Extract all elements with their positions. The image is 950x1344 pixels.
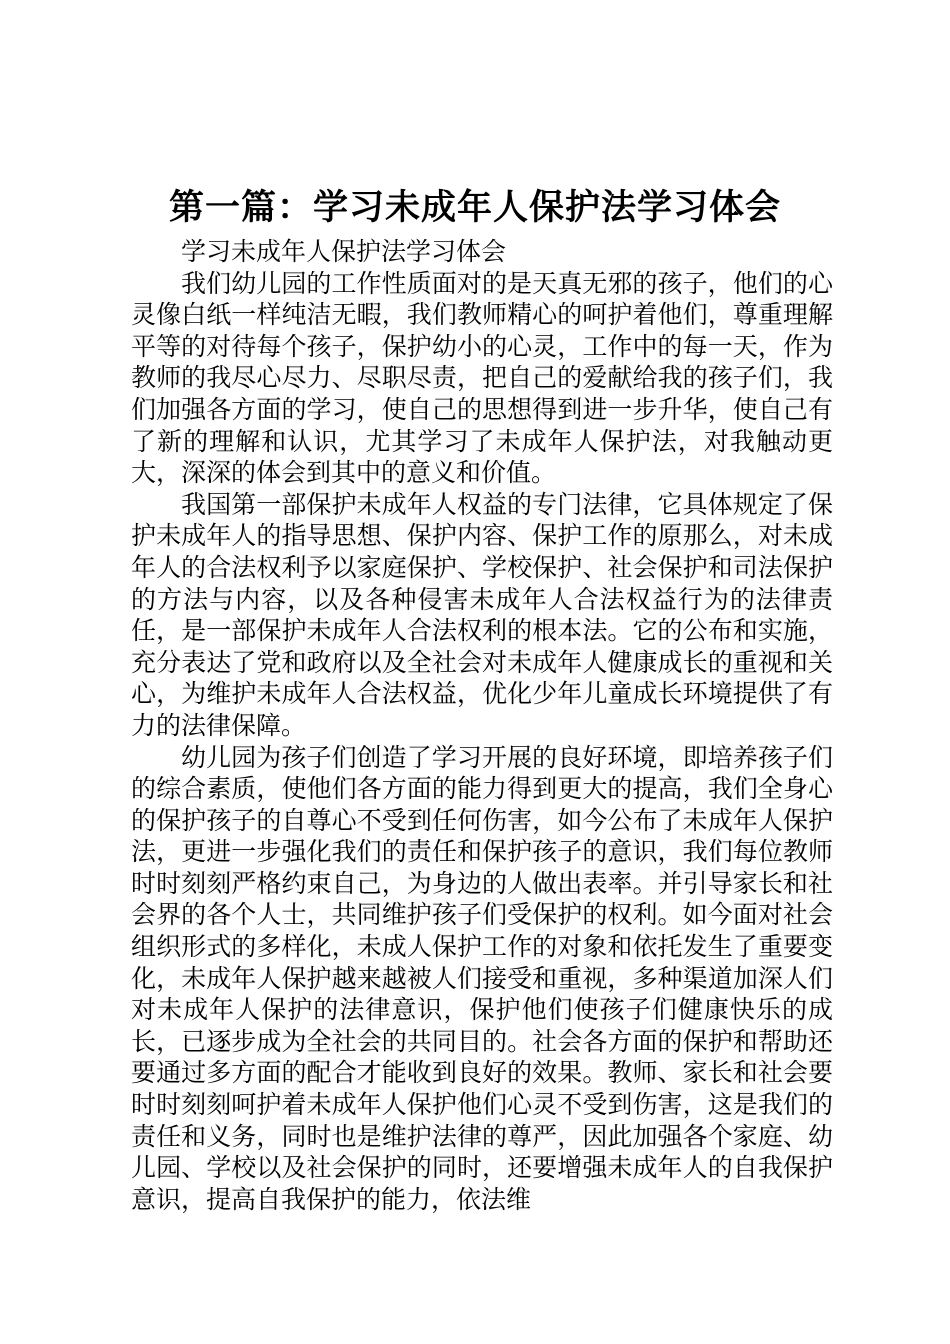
paragraph: 幼儿园为孩子们创造了学习开展的良好环境，即培养孩子们的综合素质，使他们各方面的能力得到更大的提高，我们全身心的保护孩子的自尊心不受到任何伤害，如今公布了未成年人保护法，更进一步强化我们的责任和保护孩子的意识，我们每位教师时时刻刻严格约束自己，为身边的人做出表率。并引导家长和社会界的各个人士，共同维护孩子们受保护的权利。如今面对社会组织形式的多样化，未成人保护工作的对象和依托发生了重要变化，未成年人保护越来越被人们接受和重视，多种渠道加深人们对未成年人保护的法律意识，保护他们使孩子们健康快乐的成长，已逐步成为全社会的共同目的。社会各方面的保护和帮助还要通过多方面的配合才能收到良好的效果。教师、家长和社会要时时刻刻呵护着未成年人保护他们心灵不受到伤害，这是我们的责任和义务，同时也是维护法律的尊严，因此加强各个家庭、幼儿园、学校以及社会保护的同时，还要增强未成年人的自我保护意识，提高自我保护的能力，依法维 — [131, 742, 833, 1214]
paragraph: 我国第一部保护未成年人权益的专门法律，它具体规定了保护未成年人的指导思想、保护内容、保护工作的原那么，对未成年人的合法权利予以家庭保护、学校保护、社会保护和司法保护的方法与内容，以及各种侵害未成年人合法权益行为的法律责任，是一部保护未成年人合法权利的根本法。它的公布和实施，充分表达了党和政府以及全社会对未成年人健康成长的重视和关心，为维护未成年人合法权益，优化少年儿童成长环境提供了有力的法律保障。 — [131, 489, 833, 740]
paragraph: 我们幼儿园的工作性质面对的是天真无邪的孩子，他们的心灵像白纸一样纯洁无暇，我们教师精心的呵护着他们，尊重理解平等的对待每个孩子，保护幼小的心灵，工作中的每一天，作为教师的我尽心尽力、尽职尽责，把自己的爱献给我的孩子们，我们加强各方面的学习，使自己的思想得到进一步升华，使自己有了新的理解和认识，尤其学习了未成年人保护法，对我触动更大，深深的体会到其中的意义和价值。 — [131, 268, 833, 488]
document-body — [131, 236, 833, 1215]
document-title: 第一篇：学习未成年人保护法学习体会 — [168, 187, 781, 228]
document-subtitle: 学习未成年人保护法学习体会 — [181, 237, 507, 266]
